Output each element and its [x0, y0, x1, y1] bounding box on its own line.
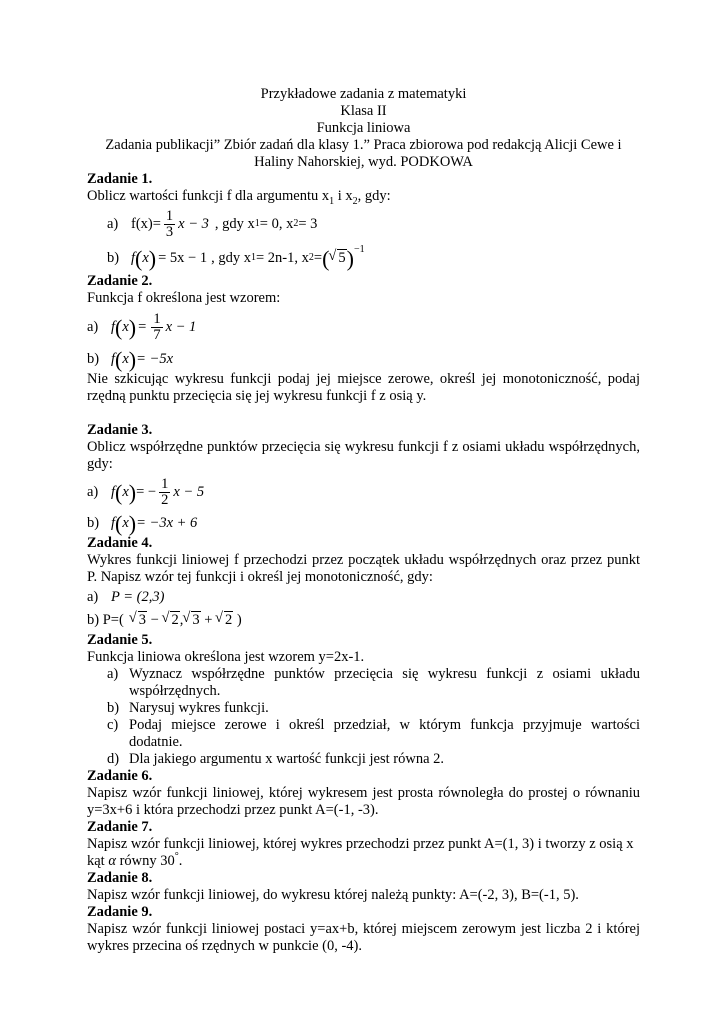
task-1-intro — [87, 188, 640, 205]
task-4-item-b — [87, 608, 640, 632]
task-7-text-2 — [87, 853, 640, 870]
task-1-b-root-paren-open: ( — [322, 245, 330, 271]
task-7-text-1: Napisz wzór funkcji liniowej, której wykres przechodzi przez punkt A=(1, 3) i tworzy z osią x — [87, 836, 634, 852]
task-7-text-2c: . — [178, 853, 183, 869]
task-2-a-den: 7 — [153, 326, 161, 343]
task-3-a-x: x — [122, 483, 129, 500]
task-1-item-b: b) f ( x ) = 5x − 1 , gdy x 1 = 2n-1, x 2 = ( √ 5 ) $^{-1}$ — [87, 243, 640, 273]
list-item — [87, 700, 640, 717]
task-4-b-sqrt-1 — [130, 612, 147, 629]
task-8-title: Zadanie 8. — [87, 870, 153, 886]
task-4-a-text: P = (2,3) — [111, 588, 165, 605]
list-item-text: Dla jakiego argumentu x wartość funkcji jest równa 2. — [129, 751, 445, 767]
task-1-a-fraction — [164, 209, 175, 240]
task-1-b-paren-close: ) — [148, 245, 157, 271]
task-1-a-den: 3 — [165, 223, 174, 240]
task-4-b-r2: 2 — [171, 611, 179, 628]
task-1-a-cond2: = 0, x — [259, 215, 294, 232]
task-4-b-sqrt-2 — [162, 612, 179, 629]
task-5-list — [87, 666, 640, 768]
task-2-a-num: 1 — [153, 310, 161, 327]
task-1-b-sqrt — [329, 250, 346, 267]
task-7-text-2a: kąt — [87, 853, 109, 869]
task-3-b-paren-close: ) — [128, 510, 137, 536]
task-6-title: Zadanie 6. — [87, 768, 153, 784]
task-5-intro: Funkcja liniowa określona jest wzorem y=2x-1. — [87, 649, 365, 665]
list-item-mark: d) — [107, 751, 120, 767]
task-1-b-f: f — [131, 249, 136, 266]
task-1-intro-sub2: 2 — [352, 195, 358, 207]
task-1-intro-a: Oblicz wartości funkcji f dla argumentu x — [87, 188, 330, 204]
task-2-a-eq: = — [138, 318, 147, 335]
task-3-a-sign: = − — [136, 483, 157, 500]
task-1-intro-sub1: 1 — [329, 195, 335, 207]
task-7-title: Zadanie 7. — [87, 819, 153, 835]
task-1-a-cond3: = 3 — [298, 215, 318, 232]
task-3-b-label: b) — [87, 514, 100, 531]
task-3-b-x: x — [122, 514, 129, 531]
task-2-item-a — [87, 307, 640, 347]
task-1-intro-c: , gdy: — [357, 188, 391, 204]
task-4-item-a — [87, 586, 640, 608]
task-1-intro-b: i x — [334, 188, 353, 204]
task-2-b-rest: = −5x — [136, 350, 174, 367]
task-2-title: Zadanie 2. — [87, 273, 153, 289]
list-item-text: Podaj miejsce zerowe i określ przedział, w którym funkcja przyjmuje wartości dodatnie. — [129, 717, 640, 750]
list-item-text: Wyznacz współrzędne punktów przecięcia się wykresu funkcji z osiami układu współrzędnych. — [129, 666, 640, 699]
task-1-a-pre: f(x)= — [131, 215, 161, 232]
task-4-b-r3: 3 — [192, 611, 200, 628]
task-4-b-r1: 3 — [138, 611, 147, 628]
list-item — [87, 751, 640, 768]
task-3-title: Zadanie 3. — [87, 422, 153, 438]
task-2-a-fraction — [151, 312, 162, 343]
task-3-intro: Oblicz współrzędne punktów przecięcia się wykresu funkcji f z osiami układu współrzędnych, gdy: — [87, 439, 640, 472]
header-line-1: Przykładowe zadania z matematyki — [260, 86, 467, 102]
task-2-item-b — [87, 347, 640, 371]
task-3-item-a — [87, 473, 640, 511]
task-9-text: Napisz wzór funkcji liniowej postaci y=ax+b, której miejscem zerowym jest liczba 2 i której wykres przecina oś rzędnych w punkcie (0, -4). — [87, 921, 640, 954]
list-item-mark: a) — [107, 666, 119, 682]
list-item — [87, 717, 640, 751]
task-1-b-cond: , gdy x — [211, 249, 251, 266]
task-2-a-rest: x − 1 — [165, 318, 197, 335]
spacer — [87, 405, 640, 422]
task-9-title: Zadanie 9. — [87, 904, 153, 920]
task-1-a-num: 1 — [165, 207, 174, 224]
header-line-3: Funkcja liniowa — [316, 120, 411, 136]
task-1-b-paren-open: ( — [135, 245, 143, 271]
doc-header — [87, 86, 640, 171]
task-4-b-sqrt-3 — [183, 612, 200, 629]
task-2-b-f: f — [111, 350, 116, 367]
task-1-b-x: x — [142, 249, 149, 266]
task-1-b-cond3: = — [313, 249, 323, 266]
task-1-b-label: b) — [107, 249, 120, 266]
task-3-b-f: f — [111, 514, 116, 531]
task-8-text: Napisz wzór funkcji liniowej, do wykresu której należą punkty: A=(-2, 3), B=(-1, 5). — [87, 887, 579, 903]
task-3-a-fraction — [159, 477, 170, 508]
list-item-text: Narysuj wykres funkcji. — [129, 700, 269, 716]
task-2-outro: Nie szkicując wykresu funkcji podaj jej miejsce zerowe, określ jej monotoniczność, podaj rzędną punktu przecięcia się jej wykresu funkcji f z osią y. — [87, 371, 640, 404]
list-item-mark: c) — [107, 717, 119, 733]
task-3-a-paren-open: ( — [115, 479, 123, 505]
header-line-4: Zadania publikacji” Zbiór zadań dla klasy 1.” Praca zbiorowa pod redakcją Alicji Cewe i — [105, 137, 622, 153]
task-6-text: Napisz wzór funkcji liniowej, której wykresem jest prosta równoległa do prostej o równaniu y=3x+6 i która przechodzi przez punkt A=(-1, -3). — [87, 785, 640, 818]
list-item — [87, 666, 640, 700]
task-1-b-root: 5 — [338, 249, 346, 266]
task-2-b-paren-close: ) — [128, 346, 137, 372]
task-4-b-minus: − — [147, 611, 163, 628]
task-5-title: Zadanie 5. — [87, 632, 153, 648]
task-2-a-label: a) — [87, 318, 99, 335]
task-1-a-cond: , gdy x — [214, 215, 255, 232]
list-item-mark: b) — [107, 700, 120, 716]
task-3-b-paren-open: ( — [115, 510, 123, 536]
task-4-intro: Wykres funkcji liniowej f przechodzi przez początek układu współrzędnych oraz przez punkt P. Napisz wzór tej funkcji i określ jej monotoniczność, gdy: — [87, 552, 640, 585]
task-2-a-f: f — [111, 318, 116, 335]
task-2-b-x: x — [122, 350, 129, 367]
task-3-b-rest: = −3x + 6 — [136, 514, 198, 531]
task-3-a-paren-close: ) — [128, 479, 137, 505]
task-4-b-sqrt-4 — [216, 612, 233, 629]
task-4-b-plus: + — [200, 611, 217, 628]
task-3-item-b — [87, 511, 640, 535]
task-1-title: Zadanie 1. — [87, 171, 153, 187]
task-4-a-label: a) — [87, 588, 99, 605]
document-page — [87, 86, 640, 955]
task-2-a-paren-close: ) — [128, 314, 137, 340]
task-3-a-num: 1 — [161, 475, 169, 492]
header-line-2: Klasa II — [340, 103, 387, 119]
task-3-a-den: 2 — [161, 491, 169, 508]
task-3-a-f: f — [111, 483, 116, 500]
task-4-b-label: b) P=( — [87, 611, 124, 628]
task-2-b-paren-open: ( — [115, 346, 123, 372]
header-line-5: Haliny Nahorskiej, wyd. PODKOWA — [254, 154, 473, 170]
task-7-text-2b: równy 30 — [115, 853, 175, 869]
task-3-a-label: a) — [87, 483, 99, 500]
task-1-b-cond2: = 2n-1, x — [255, 249, 309, 266]
task-4-b-r4: 2 — [225, 611, 233, 628]
task-1-a-rest: x − 3 — [178, 215, 209, 232]
task-1-b-root-paren-close: ) — [346, 245, 354, 271]
task-2-a-x: x — [122, 318, 129, 335]
task-4-b-close: ) — [233, 611, 242, 628]
task-1-b-eq: = 5x − 1 — [158, 249, 208, 266]
task-4-b-comma: , — [179, 611, 184, 628]
task-2-a-paren-open: ( — [115, 314, 123, 340]
task-4-title: Zadanie 4. — [87, 535, 153, 551]
task-2-intro: Funkcja f określona jest wzorem: — [87, 290, 281, 306]
degree-symbol: ° — [174, 851, 179, 863]
alpha-symbol: α — [108, 853, 116, 869]
task-1-item-a: a) f(x)= $\frac{1}{3}$ x − 3 , gdy x 1 = 0, x 2 = 3 — [107, 207, 318, 240]
task-2-b-label: b) — [87, 350, 100, 367]
task-3-a-rest: x − 5 — [173, 483, 205, 500]
task-1-a-label: a) — [107, 215, 119, 232]
